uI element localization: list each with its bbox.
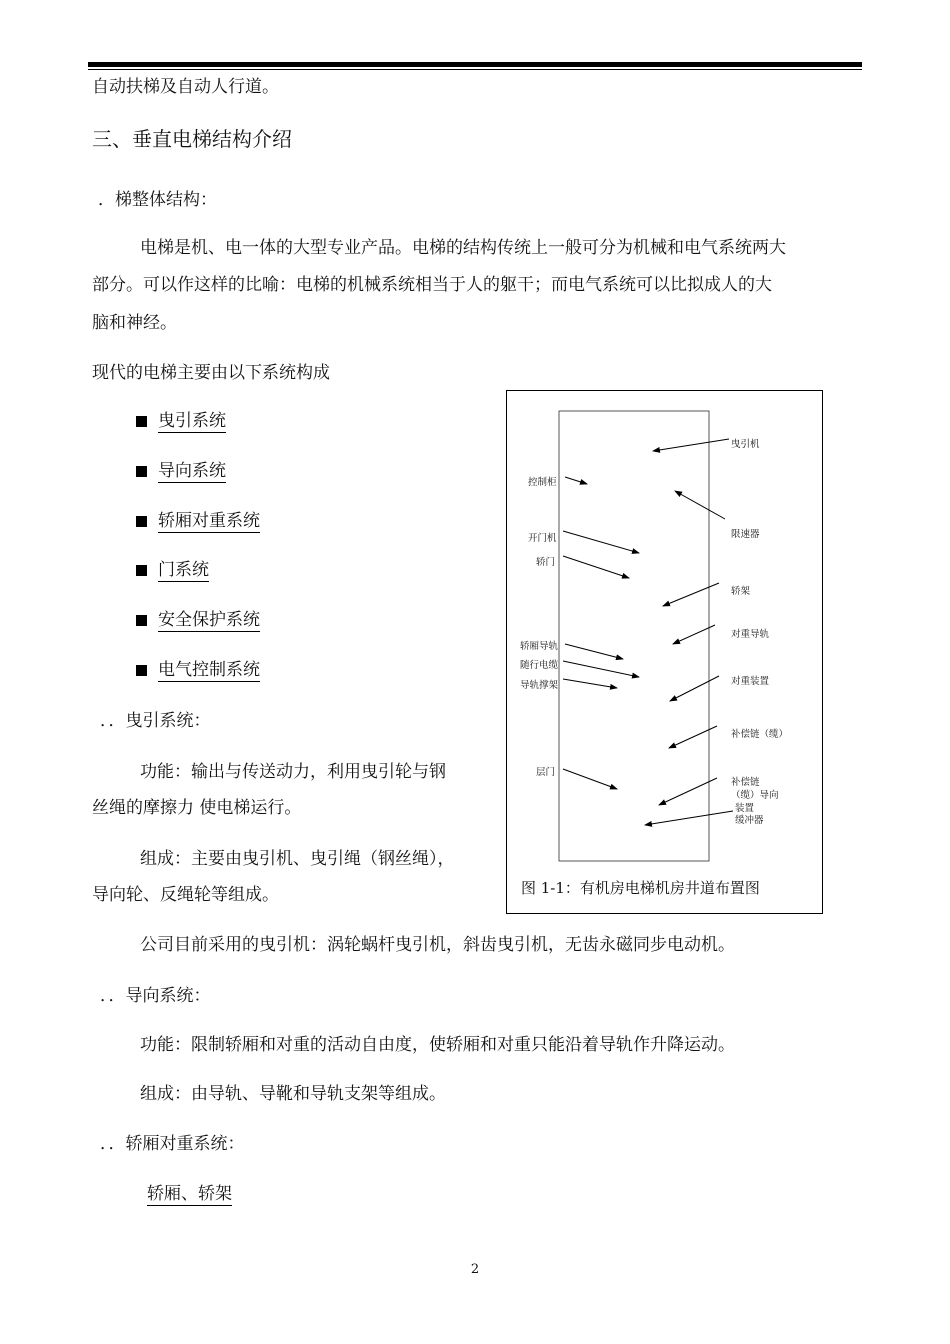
figure-caption: 图 1-1：有机房电梯机房井道布置图 [521, 879, 760, 897]
intro-paragraph-line-3: 脑和神经。 [92, 313, 177, 333]
arrow-travel-cable [563, 661, 639, 677]
label-speed-governor: 限速器 [731, 529, 760, 540]
system-item-guide[interactable]: 导向系统 [158, 461, 226, 481]
shaft-outline [559, 411, 709, 861]
shaft-layout-figure [506, 390, 823, 914]
label-landing-door: 层门 [536, 767, 556, 778]
label-compensation-guide-2: （缆）导向 [731, 790, 779, 801]
system-item-door[interactable]: 门系统 [158, 560, 209, 580]
system-item-electric[interactable]: 电气控制系统 [158, 660, 260, 680]
label-compensation-guide-3: 装置 [735, 803, 755, 814]
arrow-counterweight [670, 676, 719, 701]
system-item-car[interactable]: 轿厢对重系统 [158, 511, 260, 531]
arrow-control-cabinet [565, 477, 587, 484]
header-rule-thick [88, 62, 862, 67]
system-item-traction[interactable]: 曳引系统 [158, 411, 226, 431]
label-car-guide-rail: 轿厢导轨 [520, 641, 559, 652]
label-car-door: 轿门 [536, 557, 556, 568]
arrow-rail-bracket [563, 679, 617, 688]
section-title: 三、垂直电梯结构介绍 [92, 127, 292, 151]
intro-paragraph-line-2: 部分。可以作这样的比喻：电梯的机械系统相当于人的躯干；而电气系统可以比拟成人的大 [92, 275, 772, 295]
traction-company-note: 公司目前采用的曳引机：涡轮蜗杆曳引机，斜齿曳引机，无齿永磁同步电动机。 [140, 935, 735, 955]
arrow-car-frame [663, 583, 719, 606]
arrow-compensation-chain [669, 726, 717, 748]
traction-composition-line-2: 导向轮、反绳轮等组成。 [92, 885, 279, 905]
guide-composition: 组成：由导轨、导靴和导轨支架等组成。 [140, 1084, 446, 1104]
arrow-car-guide-rail [565, 644, 623, 659]
page-number: 2 [470, 1262, 480, 1277]
label-travel-cable: 随行电缆 [520, 660, 559, 671]
bullet-icon [136, 416, 147, 427]
label-control-cabinet: 控制柜 [528, 477, 557, 488]
arrow-buffer [645, 811, 733, 825]
header-rule-thin [88, 69, 862, 70]
label-counterweight: 对重装置 [731, 676, 770, 687]
car-subheading: 轿厢、轿架 [147, 1184, 232, 1204]
label-compensation-guide-1: 补偿链 [731, 777, 760, 788]
label-car-frame: 轿架 [731, 586, 751, 597]
traction-function-line-1: 功能：输出与传送动力，利用曳引轮与钢 [140, 762, 446, 782]
arrow-speed-governor [675, 491, 725, 519]
bullet-icon [136, 466, 147, 477]
arrow-landing-door [563, 769, 617, 789]
label-traction-machine: 曳引机 [731, 439, 760, 450]
arrow-car-door [563, 556, 629, 578]
label-compensation-chain: 补偿链（缆） [731, 729, 789, 740]
systems-intro: 现代的电梯主要由以下系统构成 [92, 363, 330, 383]
label-door-operator: 开门机 [528, 533, 557, 544]
traction-composition-line-1: 组成：主要由曳引机、曳引绳（钢丝绳）， [140, 849, 455, 869]
bullet-icon [136, 665, 147, 676]
subsection-heading-structure: ．梯整体结构： [98, 190, 217, 210]
system-item-safety[interactable]: 安全保护系统 [158, 610, 260, 630]
arrow-compensation-guide [659, 778, 717, 805]
shaft-diagram [507, 391, 824, 915]
label-cw-guide-rail: 对重导轨 [731, 629, 770, 640]
label-buffer: 缓冲器 [735, 815, 764, 826]
bullet-icon [136, 615, 147, 626]
traction-function-line-2: 丝绳的摩擦力 使电梯运行。 [92, 798, 302, 818]
intro-text-line: 自动扶梯及自动人行道。 [92, 77, 279, 97]
guide-heading: ．．导向系统： [100, 986, 211, 1006]
arrow-door-operator [563, 531, 639, 553]
bullet-icon [136, 565, 147, 576]
label-rail-bracket: 导轨撑架 [520, 680, 559, 691]
bullet-icon [136, 516, 147, 527]
intro-paragraph-line-1: 电梯是机、电一体的大型专业产品。电梯的结构传统上一般可分为机械和电气系统两大 [140, 238, 786, 258]
car-heading: ．．轿厢对重系统： [100, 1134, 245, 1154]
traction-heading: ．．曳引系统： [100, 711, 211, 731]
arrow-traction-machine [653, 439, 729, 451]
guide-function: 功能：限制轿厢和对重的活动自由度，使轿厢和对重只能沿着导轨作升降运动。 [140, 1035, 735, 1055]
